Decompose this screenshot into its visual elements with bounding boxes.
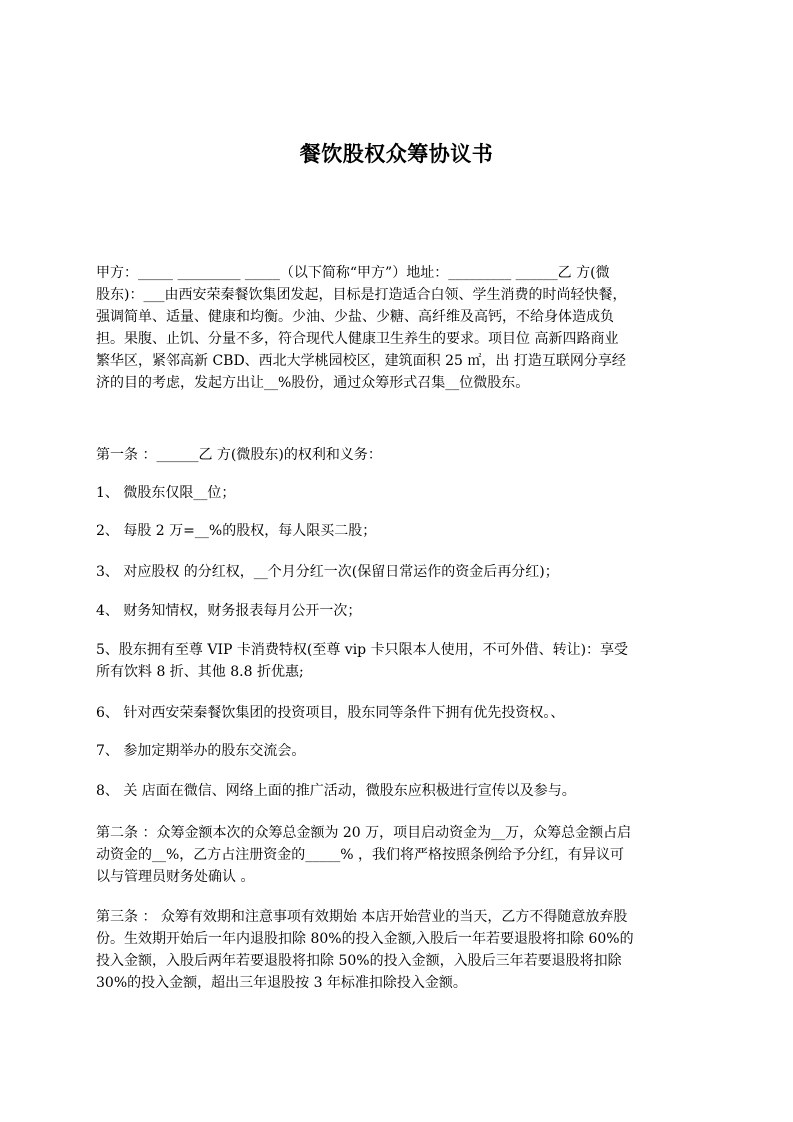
intro-line: 担。果腹、止饥、分量不多，符合现代人健康卫生养生的要求。项目位 高新四路商业 [96, 331, 619, 347]
article1-item: 7、 参加定期举办的股东交流会。 [96, 743, 306, 759]
intro-line: 甲方：_____ _________ _____（以下简称“甲方”）地址：_________ ______乙 方(微 [96, 265, 610, 281]
article1-item: 8、 关 店面在微信、网络上面的推广活动，微股东应积极进行宣传以及参与。 [96, 783, 576, 799]
intro-line: 股东)：___由西安荣秦餐饮集团发起，目标是打造适合白领、学生消费的时尚轻快餐， [96, 287, 627, 303]
document-title: 餐饮股权众筹协议书 [299, 142, 494, 166]
article1-item: 5、股东拥有至尊 VIP 卡消费特权(至尊 vip 卡只限本人使用，不可外借、转让)：享受 [96, 642, 629, 658]
article3-paragraph [96, 906, 708, 994]
intro-paragraph [96, 262, 708, 394]
article1-heading: 第一条 ：______乙 方(微股东)的权利和义务： [96, 447, 382, 463]
article1-item: 6、 针对西安荣秦餐饮集团的投资项目，股东同等条件下拥有优先投资权。、 [96, 705, 565, 721]
article1-item: 3、 对应股权 的分红权，__个月分红一次(保留日常运作的资金后再分红)； [96, 564, 559, 580]
article3-line: 投入金额，入股后两年若要退股将扣除 50%的投入金额，入股后三年若要退股将扣除 [96, 953, 622, 969]
intro-line: 强调简单、适量、健康和均衡。少油、少盐、少糖、高纤维及高钙，不给身体造成负 [96, 309, 614, 325]
article2-paragraph [96, 822, 708, 888]
intro-line: 繁华区，紧邻高新 CBD、西北大学桃园校区，建筑面积 25 ㎡，出 打造互联网分享经 [96, 353, 626, 369]
article1-item: 2、 每股 2 万=__%的股权，每人限买二股； [96, 523, 377, 539]
intro-line: 济的目的考虑，发起方出让__%股份，通过众筹形式召集__位微股东。 [96, 375, 530, 391]
article1-item: 所有饮料 8 折、其他 8.8 折优惠; [96, 664, 304, 680]
article3-line: 份。生效期开始后一年内退股扣除 80%的投入金额,入股后一年若要退股将扣除 60%的 [96, 931, 634, 947]
article2-line: 动资金的__%，乙方占注册资金的_____% ，我们将严格按照条例给予分红，有异议可 [96, 847, 625, 863]
article2-line: 以与管理员财务处确认 。 [96, 869, 255, 885]
article3-line: 30%的投入金额，超出三年退股按 3 年标准扣除投入金额。 [96, 975, 467, 991]
article1-item: 1、 微股东仅限__位； [96, 485, 236, 501]
article1-item: 4、 财务知情权，财务报表每月公开一次； [96, 603, 362, 619]
article3-line: 第三条 ： 众筹有效期和注意事项有效期始 本店开始营业的当天，乙方不得随意放弃股 [96, 909, 628, 925]
article2-line: 第二条 ：众筹金额本次的众筹总金额为 20 万，项目启动资金为__万，众筹总金额占启 [96, 825, 632, 841]
